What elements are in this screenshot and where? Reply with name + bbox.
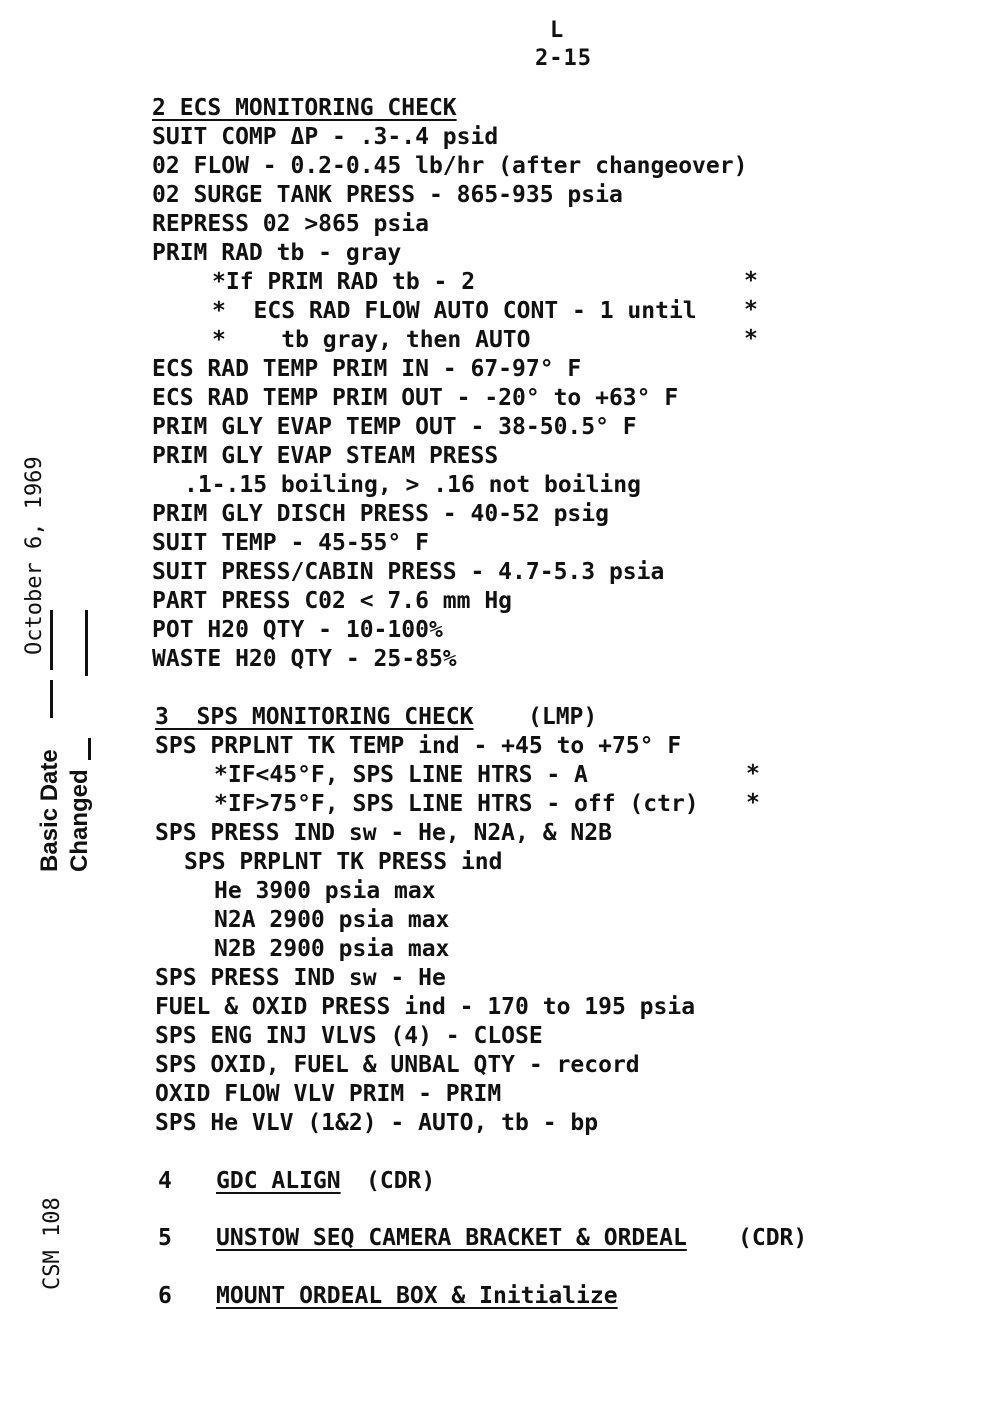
page-number: 2-15	[535, 46, 592, 71]
basic-date-label: Basic Date	[36, 749, 63, 872]
box-star: *	[744, 297, 758, 323]
basic-date-rule	[50, 610, 53, 670]
step-4-role: (CDR)	[366, 1168, 436, 1194]
ecs-line: ECS RAD TEMP PRIM OUT - -20° to +63° F	[152, 385, 679, 411]
ecs-line: SUIT COMP ΔP - .3-.4 psid	[152, 124, 499, 150]
sps-line: N2A 2900 psia max	[214, 907, 450, 933]
sps-line: N2B 2900 psia max	[214, 936, 450, 962]
step-5-number: 5	[158, 1225, 172, 1251]
sps-line: *IF<45°F, SPS LINE HTRS - A	[214, 762, 588, 788]
box-star: *	[746, 790, 760, 816]
changed-rule	[85, 610, 88, 676]
ecs-section-title: 2 ECS MONITORING CHECK	[152, 95, 457, 121]
sps-line: SPS PRPLNT TK PRESS ind	[184, 849, 503, 875]
sps-section-title: 3 SPS MONITORING CHECK	[155, 704, 474, 730]
ecs-line: 02 FLOW - 0.2-0.45 lb/hr (after changeover)	[152, 153, 748, 179]
ecs-line: ECS RAD TEMP PRIM IN - 67-97° F	[152, 356, 582, 382]
sps-line: FUEL & OXID PRESS ind - 170 to 195 psia	[155, 994, 696, 1020]
sps-line: *IF>75°F, SPS LINE HTRS - off (ctr)	[214, 791, 699, 817]
ecs-line: REPRESS 02 >865 psia	[152, 211, 429, 237]
sps-line: SPS OXID, FUEL & UNBAL QTY - record	[155, 1052, 640, 1078]
sps-line: He 3900 psia max	[214, 878, 436, 904]
ecs-line: * ECS RAD FLOW AUTO CONT - 1 until	[212, 298, 697, 324]
ecs-line: POT H20 QTY - 10-100%	[152, 617, 443, 643]
step-6-title: MOUNT ORDEAL BOX & Initialize	[216, 1283, 618, 1309]
ecs-line: PRIM RAD tb - gray	[152, 240, 402, 266]
ecs-line: PRIM GLY DISCH PRESS - 40-52 psig	[152, 501, 609, 527]
ecs-line: * tb gray, then AUTO	[212, 327, 531, 353]
doc-id: CSM 108	[40, 1197, 65, 1290]
step-4-number: 4	[158, 1168, 172, 1194]
sps-line: OXID FLOW VLV PRIM - PRIM	[155, 1081, 502, 1107]
box-star: *	[744, 268, 758, 294]
ecs-line: .1-.15 boiling, > .16 not boiling	[184, 472, 641, 498]
sps-line: SPS PRESS IND sw - He	[155, 965, 446, 991]
changed-label: Changed	[66, 769, 93, 872]
ecs-line: SUIT TEMP - 45-55° F	[152, 530, 429, 556]
step-5-role: (CDR)	[738, 1225, 808, 1251]
sps-line: SPS He VLV (1&2) - AUTO, tb - bp	[155, 1110, 599, 1136]
ecs-line: PRIM GLY EVAP STEAM PRESS	[152, 443, 499, 469]
ecs-line: PART PRESS C02 < 7.6 mm Hg	[152, 588, 513, 614]
basic-date-value: October 6, 1969	[22, 456, 47, 655]
basic-date-rule	[50, 680, 53, 718]
step-4-title: GDC ALIGN	[216, 1168, 341, 1194]
sps-role: (LMP)	[528, 704, 598, 730]
sps-line: SPS PRPLNT TK TEMP ind - +45 to +75° F	[155, 733, 682, 759]
ecs-line: 02 SURGE TANK PRESS - 865-935 psia	[152, 182, 623, 208]
sps-line: SPS ENG INJ VLVS (4) - CLOSE	[155, 1023, 543, 1049]
ecs-line: WASTE H20 QTY - 25-85%	[152, 646, 457, 672]
ecs-line: PRIM GLY EVAP TEMP OUT - 38-50.5° F	[152, 414, 637, 440]
ecs-line: *If PRIM RAD tb - 2	[212, 269, 476, 295]
page-letter: L	[550, 18, 565, 43]
ecs-line: SUIT PRESS/CABIN PRESS - 4.7-5.3 psia	[152, 559, 665, 585]
box-star: *	[744, 326, 758, 352]
changed-rule	[88, 738, 91, 760]
step-5-title: UNSTOW SEQ CAMERA BRACKET & ORDEAL	[216, 1225, 687, 1251]
step-6-number: 6	[158, 1283, 172, 1309]
sps-line: SPS PRESS IND sw - He, N2A, & N2B	[155, 820, 612, 846]
box-star: *	[746, 761, 760, 787]
